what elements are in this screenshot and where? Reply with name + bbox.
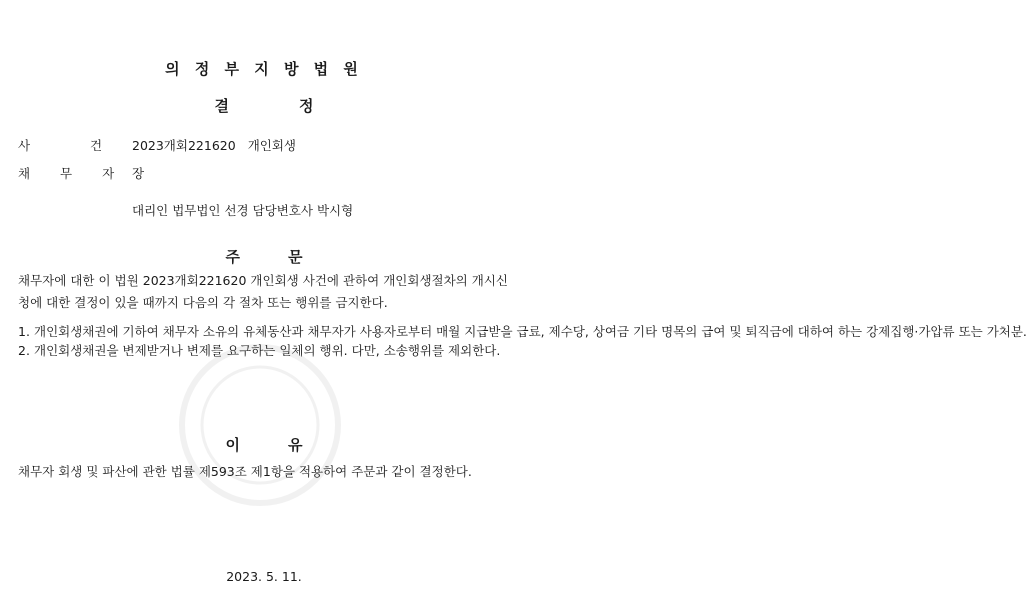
case-label: 사 건 [18, 138, 131, 153]
decision-date: 2023. 5. 11. [226, 569, 302, 584]
debtor-label: 채 무 자 [18, 166, 128, 181]
list-item-number: 2. [18, 342, 30, 358]
ruling-title-left: 주 [225, 248, 240, 266]
reason-title-left: 이 [225, 436, 240, 454]
ruling-intro: 채무자에 대한 이 법원 2023개회221620 개인회생 사건에 관하여 개인회생절차의 개시신청에 대한 결정이 있을 때까지 다음의 각 절차 또는 행위를 금지한다. [18, 273, 508, 310]
court-name: 의 정 부 지 방 법 원 [165, 60, 363, 78]
ruling-title [0, 246, 528, 267]
ruling-title-right: 문 [288, 248, 303, 266]
reason-title [0, 434, 528, 455]
list-item [18, 323, 1027, 342]
document-title [0, 95, 528, 116]
case-type: 개인회생 [247, 138, 296, 153]
ruling-list [18, 323, 1027, 360]
debtor-name: 장 [132, 166, 145, 181]
case-number [132, 136, 296, 154]
document-title-right: 정 [299, 97, 314, 115]
case-number-value: 2023개회221620 [132, 138, 236, 153]
list-item-text: 개인회생채권에 기하여 채무자 소유의 유체동산과 채무자가 사용자로부터 매월 지급받을 급료, 제수당, 상여금 기타 명목의 급여 및 퇴직금에 대하여 하는 강제집행·가압류 또는 가처분. [34, 324, 1027, 339]
document-title-left: 결 [214, 97, 229, 115]
court-seal-watermark-icon [175, 340, 345, 510]
reason-title-right: 유 [288, 436, 303, 454]
list-item [18, 342, 510, 361]
list-item-text: 개인회생채권을 변제받거나 변제를 요구하는 일체의 행위. 다만, 소송행위를 제외한다. [34, 342, 501, 358]
reason-text: 채무자 회생 및 파산에 관한 법률 제593조 제1항을 적용하여 주문과 같이 결정한다. [18, 464, 472, 479]
representative: 대리인 법무법인 선경 담당변호사 박시형 [132, 203, 354, 218]
list-item-number: 1. [18, 324, 30, 339]
